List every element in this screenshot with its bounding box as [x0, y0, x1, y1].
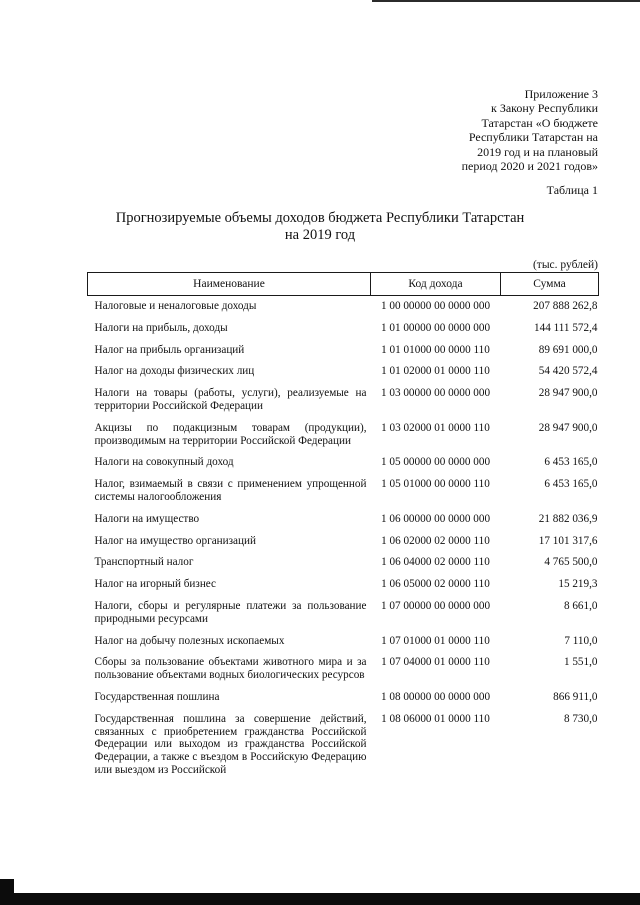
units-label: (тыс. рублей) — [532, 259, 598, 271]
table-header-row — [88, 273, 599, 296]
row-amount: 866 911,0 — [553, 690, 598, 703]
row-name: Налоговые и неналоговые доходы — [94, 300, 257, 312]
table-row — [88, 383, 599, 418]
appendix-line: период 2020 и 2021 годов» — [461, 159, 598, 174]
column-header-code: Код дохода — [371, 273, 501, 296]
row-name: Налоги на прибыль, доходы — [94, 321, 228, 334]
row-amount: 89 691 000,0 — [538, 343, 598, 356]
row-code: 1 01 01000 00 0000 110 — [381, 343, 490, 356]
table-row — [88, 552, 599, 574]
row-code: 1 00 00000 00 0000 000 — [380, 300, 491, 312]
row-name: Налог на прибыль организаций — [94, 343, 245, 356]
title-line: на 2019 год — [284, 227, 356, 243]
appendix-line: Приложение 3 — [524, 87, 598, 101]
row-code: 1 05 00000 00 0000 000 — [380, 456, 491, 469]
income-table — [87, 272, 599, 782]
table-row — [88, 652, 599, 687]
table-row — [88, 418, 599, 453]
scan-edge-top — [372, 0, 640, 2]
row-amount: 6 453 165,0 — [544, 478, 598, 491]
title-line: Прогнозируемые объемы доходов бюджета Республики Татарстан — [115, 210, 525, 226]
table-row — [88, 574, 599, 596]
table-row — [88, 631, 599, 653]
row-name: Государственная пошлина за совершение действий, связанных с приобретением гражданства Российской Федерации или выходом из гражданства Российской Федерации, а также с въездом в Российскую Федерацию или выездом из Российской — [94, 712, 367, 776]
appendix-line: 2019 год и на плановый — [477, 144, 598, 159]
table-row — [88, 474, 599, 509]
row-amount: 15 219,3 — [558, 578, 598, 591]
row-code: 1 06 00000 00 0000 000 — [380, 512, 491, 525]
row-amount: 6 453 165,0 — [544, 456, 598, 469]
appendix-note — [462, 87, 598, 173]
row-amount: 28 947 900,0 — [538, 421, 598, 434]
table-row — [88, 318, 599, 340]
row-amount: 28 947 900,0 — [538, 387, 598, 400]
table-row — [88, 296, 599, 318]
row-code: 1 01 00000 00 0000 000 — [380, 321, 491, 334]
appendix-line: Республики Татарстан на — [468, 130, 598, 145]
page-title — [0, 210, 640, 244]
row-code: 1 07 00000 00 0000 000 — [380, 599, 491, 612]
row-amount: 8 730,0 — [563, 712, 598, 725]
row-amount: 17 101 317,6 — [538, 534, 598, 547]
table-row — [88, 509, 599, 531]
row-amount: 54 420 572,4 — [538, 365, 598, 378]
row-code: 1 06 02000 02 0000 110 — [381, 534, 490, 547]
row-code: 1 08 00000 00 0000 000 — [380, 690, 491, 703]
table-row — [88, 361, 599, 383]
table-row — [88, 452, 599, 474]
scan-edge-bottom — [0, 893, 640, 905]
row-code: 1 03 02000 01 0000 110 — [381, 421, 490, 434]
row-name: Налоги на товары (работы, услуги), реализуемые на территории Российской Федерации — [94, 387, 367, 412]
row-amount: 207 888 262,8 — [533, 300, 598, 312]
row-code: 1 01 02000 01 0000 110 — [381, 365, 490, 378]
row-name: Налог на добычу полезных ископаемых — [94, 634, 285, 647]
appendix-line: к Закону Республики — [490, 101, 598, 116]
row-name: Налоги, сборы и регулярные платежи за пользование природными ресурсами — [94, 599, 367, 625]
column-header-name: Наименование — [88, 273, 371, 296]
row-amount: 8 661,0 — [563, 599, 598, 612]
row-name: Налог на доходы физических лиц — [94, 365, 255, 378]
row-name: Государственная пошлина — [94, 690, 220, 703]
row-name: Транспортный налог — [94, 556, 194, 569]
row-name: Налоги на имущество — [94, 512, 200, 525]
table-row — [88, 596, 599, 631]
row-amount: 144 111 572,4 — [534, 321, 598, 334]
row-amount: 7 110,0 — [564, 634, 598, 647]
row-code: 1 05 01000 00 0000 110 — [381, 478, 490, 491]
row-name: Налог на игорный бизнес — [94, 578, 217, 591]
row-name: Налоги на совокупный доход — [94, 456, 234, 469]
column-header-amount: Сумма — [501, 273, 599, 296]
row-amount: 4 765 500,0 — [544, 556, 598, 569]
row-name: Сборы за пользование объектами животного мира и за пользование объектами водных биологических ресурсов — [94, 656, 367, 682]
row-code: 1 08 06000 01 0000 110 — [381, 712, 490, 725]
row-code: 1 06 05000 02 0000 110 — [381, 578, 490, 591]
row-code: 1 03 00000 00 0000 000 — [380, 387, 491, 400]
row-code: 1 07 01000 01 0000 110 — [381, 634, 490, 647]
row-amount: 21 882 036,9 — [538, 512, 598, 525]
row-code: 1 07 04000 01 0000 110 — [381, 656, 490, 669]
appendix-line: Татарстан «О бюджете — [481, 115, 598, 130]
table-row — [88, 709, 599, 782]
row-name: Акцизы по подакцизным товарам (продукции), производимым на территории Российской Федерации — [94, 421, 367, 447]
row-code: 1 06 04000 02 0000 110 — [381, 556, 490, 569]
row-name: Налог, взимаемый в связи с применением упрощенной системы налогообложения — [94, 478, 367, 503]
row-name: Налог на имущество организаций — [94, 534, 256, 547]
table-row — [88, 340, 599, 362]
table-row — [88, 531, 599, 553]
table-number: Таблица 1 — [546, 183, 598, 197]
table-row — [88, 687, 599, 709]
row-amount: 1 551,0 — [563, 656, 598, 669]
